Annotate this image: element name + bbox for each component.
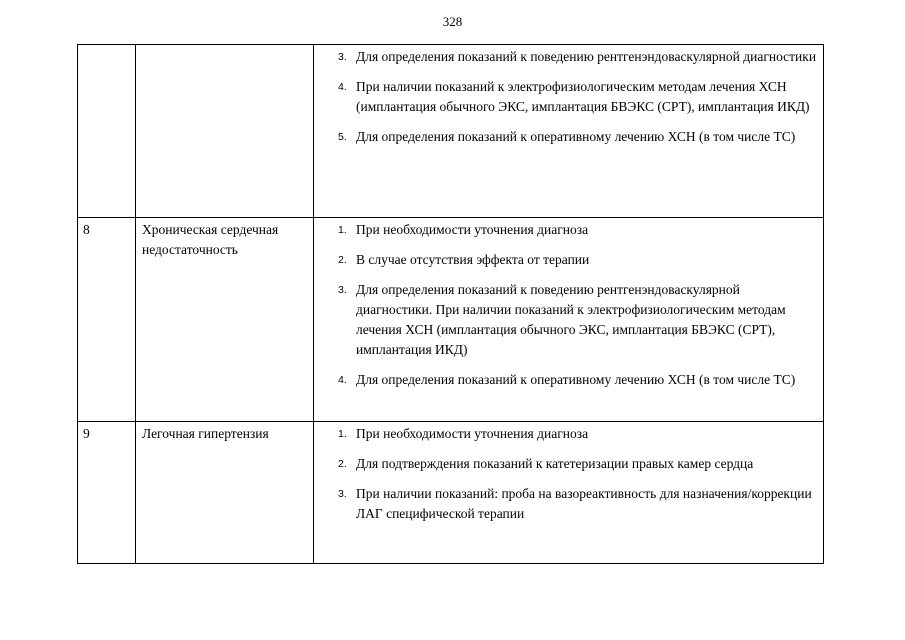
condition-cell: Хроническая сердечная недостаточность xyxy=(136,218,314,422)
list-item-text: Для подтверждения показаний к катетеризации правых камер сердца xyxy=(356,456,754,471)
list-item-number: 3. xyxy=(338,284,347,296)
list-item-text: Для определения показаний к поведению рентгенэндоваскулярной диагностики xyxy=(356,49,817,64)
list-item xyxy=(322,280,817,360)
table-row xyxy=(78,218,824,422)
condition-cell xyxy=(136,45,314,218)
list-item-text: Для определения показаний к оперативному лечению ХСН (в том числе ТС) xyxy=(356,129,796,144)
list-item-number: 2. xyxy=(338,254,347,266)
list-item xyxy=(322,220,817,240)
table-row xyxy=(78,422,824,564)
row-number-cell: 9 xyxy=(78,422,136,564)
list-item-text: При наличии показаний: проба на вазореактивность для назначения/коррекции ЛАГ специфической терапии xyxy=(356,486,812,521)
list-item xyxy=(322,484,817,524)
page-number: 328 xyxy=(442,14,463,29)
list-item-text: Для определения показаний к оперативному лечению ХСН (в том числе ТС) xyxy=(356,372,796,387)
indications-cell xyxy=(314,45,824,218)
indications-cell xyxy=(314,218,824,422)
list-item-number: 4. xyxy=(338,81,347,93)
list-item-number: 5. xyxy=(338,131,347,143)
list-item-number: 2. xyxy=(338,458,347,470)
list-item-number: 3. xyxy=(338,51,347,63)
list-item-number: 1. xyxy=(338,428,347,440)
list-item-text: В случае отсутствия эффекта от терапии xyxy=(356,252,590,267)
list-item-text: При наличии показаний к электрофизиологическим методам лечения ХСН (имплантация обычного ЭКС, имплантация БВЭКС (СРТ), имплантация ИКД) xyxy=(356,79,810,114)
list-item-text: При необходимости уточнения диагноза xyxy=(356,222,589,237)
list-item-text: При необходимости уточнения диагноза xyxy=(356,426,589,441)
row-number-cell: 8 xyxy=(78,218,136,422)
list-item xyxy=(322,370,817,390)
indications-cell xyxy=(314,422,824,564)
list-item-text: Для определения показаний к поведению рентгенэндоваскулярной диагностики. При наличии показаний к электрофизиологическим методам лечения ХСН (имплантация обычного ЭКС, имплантация БВЭКС (СРТ), имплантация ИКД) xyxy=(356,282,786,357)
list-item xyxy=(322,250,817,270)
list-item-number: 4. xyxy=(338,374,347,386)
list-item xyxy=(322,47,817,67)
list-item-number: 3. xyxy=(338,488,347,500)
row-number-cell xyxy=(78,45,136,218)
condition-cell: Легочная гипертензия xyxy=(136,422,314,564)
list-item-number: 1. xyxy=(338,224,347,236)
table-row xyxy=(78,45,824,218)
indications-table xyxy=(77,44,824,564)
list-item xyxy=(322,454,817,474)
list-item xyxy=(322,77,817,117)
list-item xyxy=(322,127,817,147)
list-item xyxy=(322,424,817,444)
